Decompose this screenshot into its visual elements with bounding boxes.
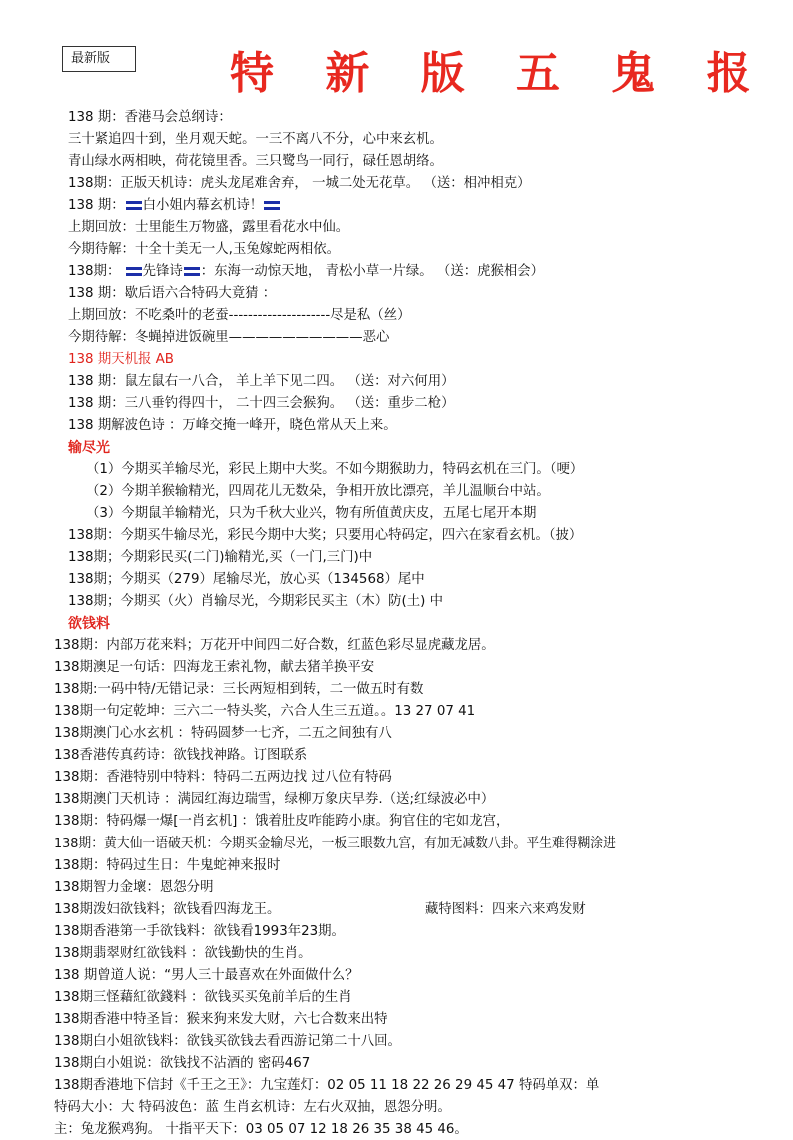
text-line: 138期：香港特别中特料：特码二五两边找 过八位有特码 (54, 770, 392, 785)
text-line: 138期翡翠财红欲钱料 ：欲钱勤快的生肖。 (54, 946, 312, 961)
text-line: （1）今期买羊输尽光，彩民上期中大奖。不如今期猴助力，特码玄机在三门。（哽） (86, 462, 584, 477)
text-line: 今期待解：十全十美无一人,玉兔嫁蛇两相依。 (68, 242, 341, 257)
text-line: 青山绿水两相映，荷花镜里香。三只鹭鸟一同行，碌任恩胡络。 (68, 154, 443, 169)
section-heading: 输尽光 (68, 440, 110, 456)
text-line: 138期香港第一手欲钱料：欲钱看1993年23期。 (54, 924, 345, 939)
line-text: 白小姐内幕玄机诗！ (142, 198, 264, 213)
text-line: 138 期：香港马会总纲诗： (68, 110, 232, 125)
line-text: ：东海一动惊天地， 青松小草一片绿。 （送：虎猴相会） (200, 264, 545, 279)
text-line: 138香港传真药诗：欲钱找神路。订图联系 (54, 748, 308, 763)
double-bar-icon (126, 201, 142, 210)
text-line: （3）今期鼠羊输精光，只为千秋大业兴，物有所值黄庆皮，五尾七尾开本期 (86, 506, 537, 521)
section-heading: 欲钱料 (68, 616, 110, 632)
text-line: （2）今期羊猴输精光，四周花儿无数朵，争相开放比漂亮，羊儿温顺台中站。 (86, 484, 550, 499)
text-line: 138期三怪藉紅欲錢料 ：欲钱买买兔前羊后的生肖 (54, 990, 352, 1005)
text-line: 138期；今期买（火）肖输尽光，今期彩民买主（木）防(土) 中 (68, 594, 444, 609)
double-bar-icon (264, 201, 280, 210)
text-line: 138期：正版天机诗：虎头龙尾难舍弃， 一城二处无花草。 （送：相冲相克） (68, 176, 531, 191)
text-line: 138 期：三八垂钓得四十， 二十四三会猴狗。 （送：重步二枪） (68, 396, 455, 411)
text-line: 138期澳足一句话：四海龙王索礼物，献去猪羊换平安 (54, 660, 375, 675)
text-line: 138期；今期彩民买(二门)输精光,买（一门,三门)中 (68, 550, 373, 565)
text-line: 三十紧追四十到，坐月观天蛇。一三不离八不分，心中来玄机。 (68, 132, 443, 147)
page-title: 特 新 版 五 鬼 报 (230, 48, 769, 99)
text-line: 主：兔龙猴鸡狗。 十指平天下：03 05 07 12 18 26 35 38 45 46。 (54, 1122, 468, 1137)
text-line: 138 期：歇后语六合特码大竟猜 ： (68, 286, 277, 301)
text-line: 138 期曾道人说：“男人三十最喜欢在外面做什么？ (54, 968, 359, 983)
text-line: 上期回放：士里能生万物盛，露里看花水中仙。 (68, 220, 350, 235)
text-line: 138期智力金壞：恩怨分明 (54, 880, 214, 895)
text-line: 138期泼妇欲钱料；欲钱看四海龙王。 (54, 902, 281, 917)
line-text: 先锋诗 (142, 264, 183, 279)
text-line: 138期白小姐欲钱料：欲钱买欲钱去看西游记第二十八回。 (54, 1034, 401, 1049)
text-line (68, 262, 544, 282)
line-prefix: 138 期： (68, 198, 125, 213)
text-line: 138期一句定乾坤：三六二一特头奖，六合人生三五道。。13 27 07 41 (54, 704, 476, 719)
double-bar-icon (184, 267, 200, 276)
text-line: 138期：今期买牛输尽光，彩民今期中大奖；只要用心特码定，四六在家看玄机。（披） (68, 528, 583, 543)
edition-badge: 最新版 (62, 46, 136, 72)
text-line: 138期：内部万花来料；万花开中间四二好合数，红蓝色彩尽显虎藏龙居。 (54, 638, 495, 653)
text-line: 138期澳门心水玄机 ：特码圆梦一七齐，二五之间独有八 (54, 726, 392, 741)
text-line: 138期:一码中特/无错记录：三长两短相到转，二一做五时有数 (54, 682, 424, 697)
double-bar-icon (126, 267, 142, 276)
text-line: 138 期解波色诗 ：万峰交掩一峰开，晓色常从天上来。 (68, 418, 397, 433)
text-line: 138 期：鼠左鼠右一八合， 羊上羊下见二四。 （送：对六何用） (68, 374, 455, 389)
text-line: 138期香港中特圣旨：猴来狗来发大财，六七合数来出特 (54, 1012, 388, 1027)
text-line: 138期：特码爆一爆[一肖玄机] ：饿着肚皮咋能跨小康。狗官住的宅如龙宫， (54, 814, 510, 829)
text-line: 138期澳门天机诗 ：满园红海边瑞雪，绿柳万象庆早券.（送;红绿波必中） (54, 792, 495, 807)
text-line: 138期香港地下信封《千王之王》：九宝莲灯：02 05 11 18 22 26 29 45 47 特码单双：单 (54, 1078, 600, 1093)
text-line: 138期；今期买（279）尾输尽光，放心买（134568）尾中 (68, 572, 425, 587)
text-line: 特码大小：大 特码波色：蓝 生肖玄机诗：左右火双抽，恩怨分明。 (54, 1100, 451, 1115)
text-line (68, 196, 281, 216)
text-line: 138期白小姐说：欲钱找不沾酒的 密码467 (54, 1056, 311, 1071)
line-prefix: 138期： (68, 264, 121, 279)
text-line: 今期待解：冬蝇掉进饭碗里——————————恶心 (68, 330, 390, 345)
section-heading: 138 期天机报 AB (68, 352, 174, 367)
text-line: 藏特图料：四来六来鸡发财 (425, 902, 586, 917)
text-line: 138期：黄大仙一语破天机：今期买金输尽光，一板三眼数九宫，有加无减数八卦。平生难得糊涂进 (54, 836, 616, 851)
text-line: 138期：特码过生日：牛鬼蛇神来报时 (54, 858, 281, 873)
text-line: 上期回放：不吃桑叶的老蚕---------------------尽是私（丝） (68, 308, 411, 323)
